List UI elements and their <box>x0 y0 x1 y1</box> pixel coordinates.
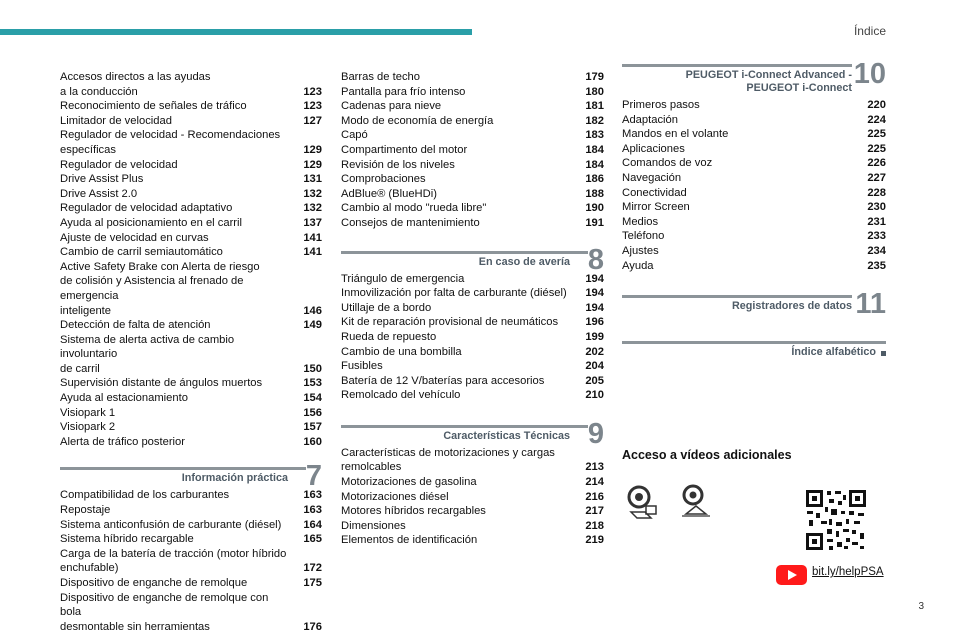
toc-entry-text: Ajustes <box>622 244 659 257</box>
help-link[interactable]: bit.ly/helpPSA <box>812 566 884 578</box>
toc-entry[interactable] <box>341 490 604 505</box>
toc-entry-text: Rueda de repuesto <box>341 330 437 343</box>
toc-entry-text: Conectividad <box>622 186 687 199</box>
toc-entry-text: Aplicaciones <box>622 142 685 155</box>
toc-entry-text: Cambio al modo "rueda libre" <box>341 202 487 215</box>
toc-entry-page: 146 <box>303 304 322 317</box>
toc-entry-text: Cambio de una bombilla <box>341 345 462 358</box>
section-header-index <box>622 341 886 359</box>
toc-list <box>622 98 886 273</box>
toc-entry-page: 132 <box>303 187 322 200</box>
toc-entry-page: 225 <box>867 142 886 155</box>
toc-entry[interactable] <box>622 127 886 142</box>
toc-entry-page: 179 <box>585 71 604 83</box>
toc-entry-page: 160 <box>303 435 322 448</box>
toc-entry-text: Dispositivo de enganche de remolque con bola <box>60 591 269 619</box>
toc-entry-text: Alerta de tráfico posterior <box>60 435 185 448</box>
toc-entry[interactable] <box>60 532 322 547</box>
toc-entry-text: Consejos de mantenimiento <box>341 216 480 229</box>
toc-entry-page: 196 <box>585 316 604 329</box>
toc-entry[interactable] <box>341 446 604 461</box>
toc-entry[interactable] <box>341 315 604 330</box>
toc-entry[interactable] <box>622 215 886 230</box>
toc-entry-page: 154 <box>303 392 322 405</box>
toc-entry-text: Dimensiones <box>341 519 406 532</box>
toc-entry-text: Visiopark 2 <box>60 421 116 434</box>
toc-entry[interactable] <box>60 70 322 85</box>
toc-entry[interactable] <box>60 245 322 260</box>
toc-entry-page: 153 <box>303 377 322 390</box>
toc-column-1 <box>60 70 322 634</box>
toc-entry-page: 224 <box>867 113 886 126</box>
toc-entry[interactable] <box>60 274 322 303</box>
toc-entry-text: Repostaje <box>60 504 111 517</box>
toc-entry-text: Reconocimiento de señales de tráfico <box>60 100 247 113</box>
toc-entry-text: Mirror Screen <box>622 201 690 214</box>
section-header-7 <box>60 460 322 493</box>
youtube-icon[interactable] <box>776 565 807 585</box>
toc-column-2 <box>341 70 604 548</box>
toc-entry-page: 188 <box>585 187 604 200</box>
toc-entry-page: 226 <box>867 157 886 170</box>
toc-entry[interactable] <box>60 376 322 391</box>
toc-entry[interactable] <box>60 591 322 620</box>
toc-entry-text: Motorizaciones de gasolina <box>341 476 477 489</box>
toc-entry[interactable] <box>341 359 604 374</box>
toc-entry[interactable] <box>341 143 604 158</box>
toc-entry-text: Accesos directos a las ayudas <box>60 71 211 83</box>
toc-entry[interactable] <box>60 158 322 173</box>
toc-entry[interactable] <box>622 113 886 128</box>
videos-title: Acceso a vídeos adicionales <box>622 448 792 462</box>
toc-entry[interactable] <box>60 231 322 246</box>
toc-entry-text: Modo de economía de energía <box>341 114 494 127</box>
toc-entry[interactable] <box>60 85 322 100</box>
toc-entry-text: remolcables <box>341 461 402 474</box>
toc-entry-text: Limitador de velocidad <box>60 114 172 127</box>
toc-entry-text: Motorizaciones diésel <box>341 490 449 503</box>
toc-entry-text: Triángulo de emergencia <box>341 272 465 285</box>
section-rule <box>60 467 306 470</box>
section-number: 7 <box>305 460 322 493</box>
toc-entry-page: 217 <box>585 505 604 518</box>
toc-entry-text: Teléfono <box>622 230 665 243</box>
toc-entry-page: 186 <box>585 173 604 186</box>
toc-entry-page: 234 <box>867 244 886 257</box>
section-title-line: PEUGEOT i-Connect <box>746 82 852 94</box>
qr-code-icon[interactable] <box>805 489 867 551</box>
toc-entry[interactable] <box>622 229 886 244</box>
page-number: 3 <box>918 601 924 612</box>
toc-entry[interactable] <box>622 171 886 186</box>
section-number: 11 <box>855 288 886 321</box>
toc-entry-page: 227 <box>867 171 886 184</box>
toc-list <box>341 446 604 548</box>
toc-entry[interactable] <box>341 286 604 301</box>
toc-entry-page: 220 <box>867 99 886 111</box>
toc-entry-page: 157 <box>303 421 322 434</box>
toc-entry-page: 172 <box>303 562 322 575</box>
toc-entry[interactable] <box>341 158 604 173</box>
toc-entry-text: Cambio de carril semiautomático <box>60 246 223 259</box>
toc-entry-page: 123 <box>303 85 322 98</box>
section-title: Índice alfabético <box>791 346 876 359</box>
toc-entry[interactable] <box>341 301 604 316</box>
section-header-10 <box>622 58 886 95</box>
toc-entry[interactable] <box>341 172 604 187</box>
toc-entry-text: Medios <box>622 215 659 228</box>
toc-entry[interactable] <box>60 518 322 533</box>
toc-entry-text: Carga de la batería de tracción (motor híbrido <box>60 547 287 560</box>
toc-entry-text: AdBlue® (BlueHDi) <box>341 187 437 200</box>
toc-entry-page: 129 <box>303 143 322 156</box>
toc-entry[interactable] <box>60 488 322 503</box>
toc-entry-page: 163 <box>303 489 322 502</box>
toc-entry[interactable] <box>341 99 604 114</box>
toc-entry-page: 202 <box>585 345 604 358</box>
toc-entry-text: Capó <box>341 129 368 142</box>
toc-entry-text: Comandos de voz <box>622 157 713 170</box>
toc-entry-text: Barras de techo <box>341 71 420 83</box>
toc-entry[interactable] <box>60 561 322 576</box>
toc-entry-page: 176 <box>303 620 322 633</box>
toc-entry-page: 191 <box>585 216 604 229</box>
toc-entry-page: 216 <box>585 490 604 503</box>
toc-entry[interactable] <box>60 620 322 635</box>
toc-entry-page: 231 <box>867 215 886 228</box>
toc-entry[interactable] <box>341 70 604 85</box>
toc-entry-text: de carril <box>60 362 100 375</box>
square-marker-icon <box>881 351 886 356</box>
toc-entry[interactable] <box>341 114 604 129</box>
toc-entry-text: Mandos en el volante <box>622 128 729 141</box>
toc-entry[interactable] <box>60 260 322 275</box>
toc-entry[interactable] <box>341 519 604 534</box>
toc-entry[interactable] <box>341 272 604 287</box>
toc-entry-page: 230 <box>867 201 886 214</box>
toc-entry-page: 214 <box>585 476 604 489</box>
toc-entry-page: 204 <box>585 360 604 373</box>
section-rule <box>341 425 588 428</box>
toc-entry-text: Motores híbridos recargables <box>341 505 486 518</box>
toc-entry-page: 164 <box>303 518 322 531</box>
section-title-line: PEUGEOT i-Connect Advanced - <box>685 69 852 81</box>
toc-entry-page: 183 <box>585 129 604 142</box>
toc-entry-page: 132 <box>303 202 322 215</box>
toc-entry[interactable] <box>622 244 886 259</box>
section-header-11 <box>622 288 886 321</box>
video-wheel-icon[interactable] <box>680 484 716 524</box>
toc-entry-text: Revisión de los niveles <box>341 158 455 171</box>
toc-entry-page: 213 <box>585 461 604 474</box>
section-number: 8 <box>587 243 604 276</box>
toc-entry-text: Compartimento del motor <box>341 143 468 156</box>
section-title <box>622 69 886 95</box>
toc-entry-text: Compatibilidad de los carburantes <box>60 489 230 502</box>
toc-entry-page: 137 <box>303 216 322 229</box>
toc-entry[interactable] <box>341 345 604 360</box>
toc-entry[interactable] <box>60 172 322 187</box>
toc-entry-text: Adaptación <box>622 113 678 126</box>
toc-entry-page: 184 <box>585 143 604 156</box>
toc-entry-page: 235 <box>867 259 886 272</box>
section-title: Características Técnicas <box>443 429 570 442</box>
toc-entry[interactable] <box>341 330 604 345</box>
toc-entry[interactable] <box>60 420 322 435</box>
section-title: En caso de avería <box>478 255 570 268</box>
toc-entry[interactable] <box>60 114 322 129</box>
toc-entry-page: 228 <box>867 186 886 199</box>
toc-entry-text: Cadenas para nieve <box>341 100 442 113</box>
toc-entry[interactable] <box>341 201 604 216</box>
toc-entry[interactable] <box>622 98 886 113</box>
section-number: 9 <box>587 417 604 450</box>
toc-entry[interactable] <box>60 503 322 518</box>
toc-entry-text: específicas <box>60 143 116 156</box>
toc-entry-text: Drive Assist 2.0 <box>60 187 138 200</box>
toc-entry-page: 225 <box>867 128 886 141</box>
toc-entry-page: 149 <box>303 319 322 332</box>
toc-entry-text: Características de motorizaciones y cargas <box>341 446 555 459</box>
toc-entry[interactable] <box>622 142 886 157</box>
toc-list <box>341 70 604 231</box>
toc-entry[interactable] <box>622 186 886 201</box>
section-title: Registradores de datos <box>732 300 852 313</box>
toc-entry-text: a la conducción <box>60 85 138 98</box>
toc-entry[interactable] <box>622 259 886 274</box>
section-title: Información práctica <box>181 472 288 485</box>
toc-entry[interactable] <box>60 99 322 114</box>
toc-entry[interactable] <box>341 475 604 490</box>
toc-entry-text: inteligente <box>60 304 112 317</box>
toc-entry-text: Kit de reparación provisional de neumáticos <box>341 316 559 329</box>
toc-entry-page: 127 <box>303 114 322 127</box>
toc-entry[interactable] <box>341 388 604 403</box>
section-header-8 <box>341 243 604 276</box>
toc-entry[interactable] <box>60 304 322 319</box>
toc-entry-page: 219 <box>585 534 604 547</box>
toc-entry-text: Regulador de velocidad - Recomendaciones <box>60 129 281 142</box>
toc-entry-page: 141 <box>303 231 322 244</box>
toc-entry-text: Comprobaciones <box>341 173 426 186</box>
page-section-label: Índice <box>853 24 886 38</box>
toc-entry[interactable] <box>341 85 604 100</box>
toc-entry-page: 129 <box>303 158 322 171</box>
toc-entry[interactable] <box>60 391 322 406</box>
toc-entry[interactable] <box>341 374 604 389</box>
toc-entry[interactable] <box>60 143 322 158</box>
toc-entry-page: 190 <box>585 202 604 215</box>
toc-entry[interactable] <box>341 533 604 548</box>
toc-entry[interactable] <box>341 216 604 231</box>
section-rule <box>622 341 886 344</box>
toc-entry-text: Batería de 12 V/baterías para accesorios <box>341 374 545 387</box>
toc-entry-text: Navegación <box>622 171 682 184</box>
section-rule <box>622 64 852 67</box>
toc-entry-page: 233 <box>867 230 886 243</box>
toc-entry-page: 165 <box>303 533 322 546</box>
toc-entry[interactable] <box>622 156 886 171</box>
toc-entry-text: Drive Assist Plus <box>60 173 144 186</box>
toc-entry-page: 156 <box>303 406 322 419</box>
toc-entry-page: 182 <box>585 114 604 127</box>
toc-entry-text: Elementos de identificación <box>341 534 478 547</box>
toc-entry-text: Remolcado del vehículo <box>341 389 461 402</box>
toc-entry-page: 150 <box>303 362 322 375</box>
toc-entry-page: 194 <box>585 287 604 300</box>
toc-entry-text: Active Safety Brake con Alerta de riesgo <box>60 260 260 273</box>
toc-entry-text: desmontable sin herramientas <box>60 620 210 633</box>
toc-list <box>60 70 322 449</box>
toc-list <box>341 272 604 403</box>
toc-entry-text: Sistema híbrido recargable <box>60 533 194 546</box>
toc-entry-text: Inmovilización por falta de carburante (diésel) <box>341 287 567 300</box>
toc-entry-text: Ayuda al posicionamiento en el carril <box>60 216 243 229</box>
toc-entry[interactable] <box>60 547 322 562</box>
toc-entry-page: 123 <box>303 100 322 113</box>
toc-entry-text: Sistema de alerta activa de cambio involuntario <box>60 333 235 361</box>
toc-entry-page: 181 <box>585 100 604 113</box>
toc-entry-page: 194 <box>585 272 604 285</box>
toc-entry-text: Ayuda <box>622 259 654 272</box>
toc-entry-text: Regulador de velocidad <box>60 158 178 171</box>
toc-entry-page: 141 <box>303 246 322 259</box>
section-rule <box>341 251 588 254</box>
toc-entry-text: enchufable) <box>60 562 119 575</box>
toc-entry[interactable] <box>60 435 322 450</box>
toc-entry-page: 218 <box>585 519 604 532</box>
toc-entry-page: 163 <box>303 504 322 517</box>
toc-column-3 <box>622 58 886 362</box>
toc-entry-text: Detección de falta de atención <box>60 319 211 332</box>
toc-entry-page: 175 <box>303 577 322 589</box>
video-tire-icon[interactable] <box>626 484 662 524</box>
toc-entry-text: Regulador de velocidad adaptativo <box>60 202 233 215</box>
toc-entry[interactable] <box>341 460 604 475</box>
toc-entry[interactable] <box>60 187 322 202</box>
toc-entry[interactable] <box>60 576 322 591</box>
toc-entry-text: Sistema anticonfusión de carburante (diésel) <box>60 518 282 531</box>
toc-entry-text: Utillaje de a bordo <box>341 301 432 314</box>
section-number: 10 <box>853 58 886 90</box>
toc-entry-page: 180 <box>585 85 604 98</box>
toc-entry[interactable] <box>341 128 604 143</box>
toc-entry-page: 194 <box>585 301 604 314</box>
toc-entry[interactable] <box>341 504 604 519</box>
toc-entry-text: Pantalla para frío intenso <box>341 85 466 98</box>
toc-entry[interactable] <box>60 216 322 231</box>
toc-entry-text: Supervisión distante de ángulos muertos <box>60 377 263 390</box>
section-header-9 <box>341 417 604 450</box>
toc-entry-text: Dispositivo de enganche de remolque <box>60 577 248 589</box>
toc-entry-page: 199 <box>585 330 604 343</box>
header-accent-bar <box>0 29 472 35</box>
toc-entry-text: Visiopark 1 <box>60 406 116 419</box>
toc-entry-text: Ayuda al estacionamiento <box>60 392 188 405</box>
toc-entry[interactable] <box>60 333 322 362</box>
toc-entry-page: 205 <box>585 374 604 387</box>
toc-entry[interactable] <box>60 128 322 143</box>
toc-entry[interactable] <box>622 200 886 215</box>
toc-entry[interactable] <box>60 318 322 333</box>
toc-entry[interactable] <box>60 201 322 216</box>
toc-entry-text: Primeros pasos <box>622 99 700 111</box>
toc-entry-page: 210 <box>585 389 604 402</box>
toc-entry[interactable] <box>60 362 322 377</box>
toc-entry[interactable] <box>341 187 604 202</box>
toc-entry-text: Fusibles <box>341 360 383 373</box>
toc-entry-text: de colisión y Asistencia al frenado de emergencia <box>60 275 244 302</box>
toc-entry-page: 184 <box>585 158 604 171</box>
section-rule <box>622 295 852 298</box>
toc-list <box>60 488 322 634</box>
toc-entry-text: Ajuste de velocidad en curvas <box>60 231 209 244</box>
toc-entry[interactable] <box>60 406 322 421</box>
toc-entry-page: 131 <box>303 173 322 186</box>
